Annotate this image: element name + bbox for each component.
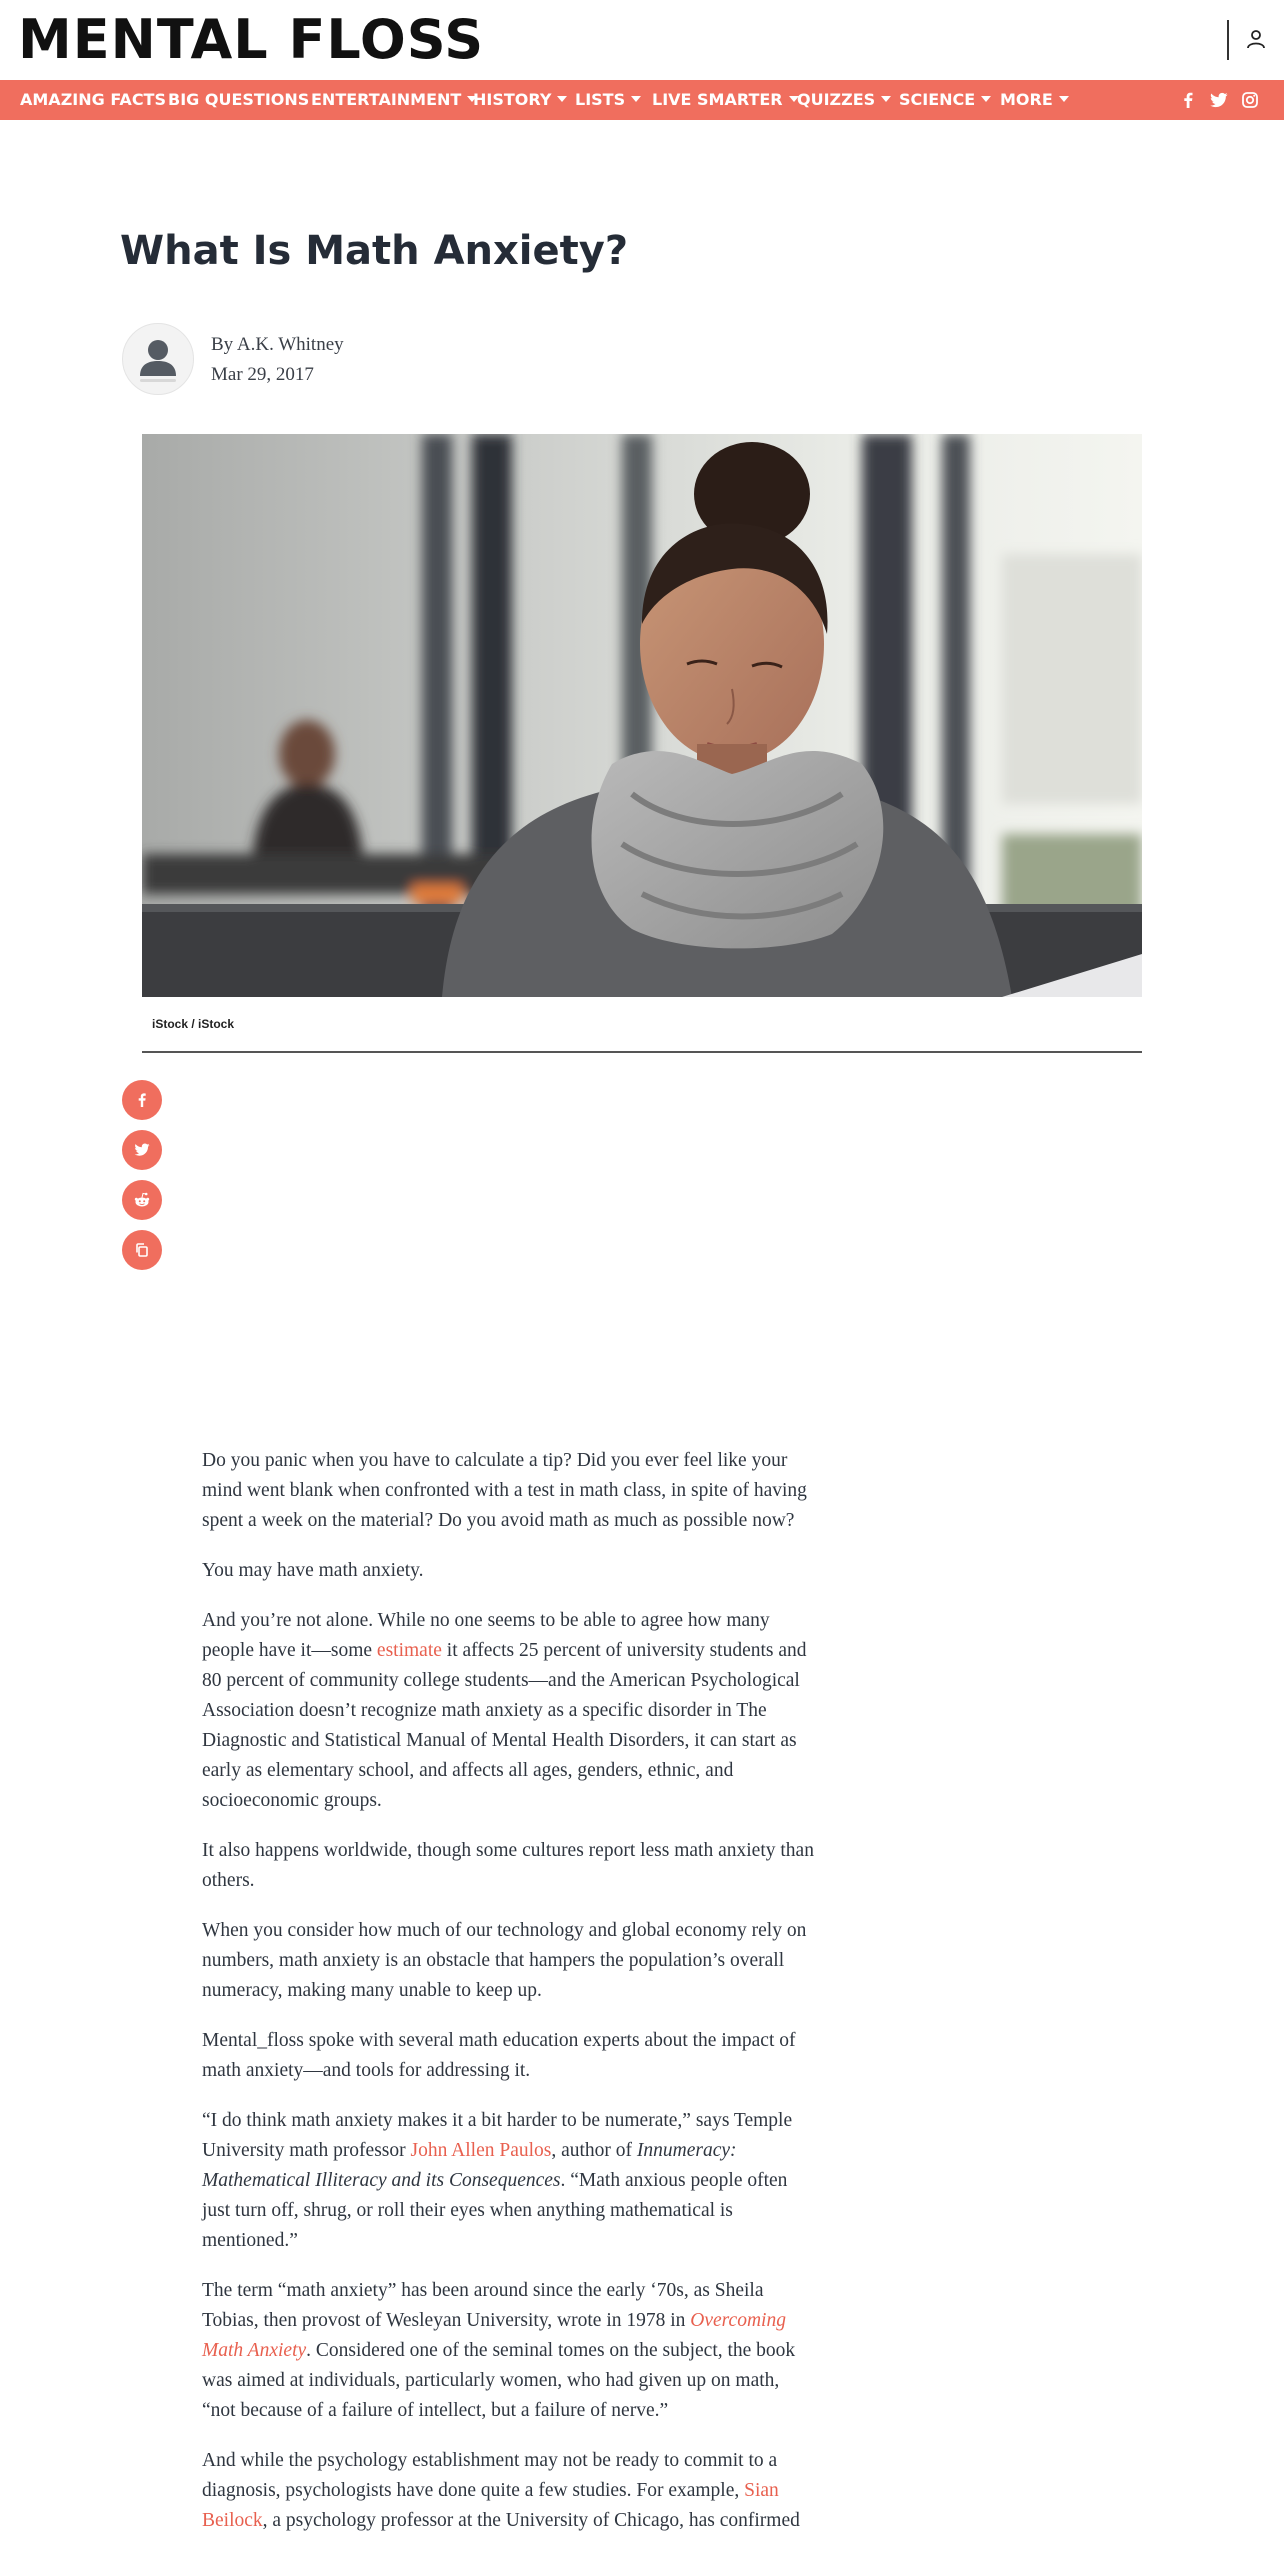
nav-label: HISTORY	[473, 90, 552, 109]
nav-science[interactable]	[899, 80, 991, 120]
chevron-down-icon	[881, 96, 891, 102]
text: it affects 25 percent of university students and 80 percent of community college students—and the American Psychological Association doesn’t recognize math anxiety as a specific disorder in The Diagnostic and Statistical Manual of Mental Health Disorders, it can start as early as elementary school, and affects all ages, genders, ethnic, and socioeconomic groups.	[202, 1640, 807, 1811]
reddit-icon	[132, 1190, 152, 1210]
paragraph	[202, 1606, 814, 1816]
nav-entertainment[interactable]	[311, 80, 477, 120]
text: The term “math anxiety” has been around since the early ‘70s, as Sheila Tobias, then provost of Wesleyan University, wrote in 1978 in	[202, 2280, 764, 2331]
nav-label: LIVE SMARTER	[652, 90, 783, 109]
nav-label: AMAZING FACTS	[20, 90, 166, 109]
instagram-icon[interactable]	[1240, 90, 1260, 110]
article-title: What Is Math Anxiety?	[120, 228, 629, 274]
byline	[211, 330, 344, 390]
image-caption: iStock / iStock	[152, 1017, 235, 1031]
share-twitter-button[interactable]	[122, 1130, 162, 1170]
user-avatar-icon	[123, 324, 193, 394]
site-logo[interactable]: MENTAL FLOSS	[18, 8, 485, 71]
paragraph: It also happens worldwide, though some cultures report less math anxiety than others.	[202, 1840, 814, 1891]
nav-label: SCIENCE	[899, 90, 976, 109]
facebook-icon	[132, 1090, 152, 1110]
nav-live-smarter[interactable]	[652, 80, 799, 120]
site-header	[0, 0, 1284, 80]
article-body	[202, 1446, 814, 2556]
paragraph: When you consider how much of our technology and global economy rely on numbers, math anxiety is an obstacle that hampers the population’s overall numeracy, making many unable to keep up.	[202, 1920, 807, 2001]
nav-big-questions[interactable]	[168, 80, 309, 120]
paragraph: You may have math anxiety.	[202, 1560, 424, 1581]
author-name[interactable]: By A.K. Whitney	[211, 334, 344, 355]
nav-label: LISTS	[575, 90, 626, 109]
link-text: Overcoming Math Anxiety	[202, 2310, 786, 2361]
facebook-icon[interactable]	[1178, 90, 1198, 110]
chevron-down-icon	[981, 96, 991, 102]
paragraph: Do you panic when you have to calculate a tip? Did you ever feel like your mind went blank when confronted with a test in math class, in spite of having spent a week on the material? Do you avoid math as much as possible now?	[202, 1450, 807, 1531]
nav-label: QUIZZES	[797, 90, 876, 109]
nav-history[interactable]	[473, 80, 567, 120]
divider	[142, 1051, 1142, 1053]
chevron-down-icon	[557, 96, 567, 102]
john-allen-paulos-link[interactable]: John Allen Paulos	[410, 2140, 552, 2161]
hero-image	[142, 434, 1142, 997]
copy-link-icon	[132, 1240, 152, 1260]
text: And while the psychology establishment may not be ready to commit to a diagnosis, psychologists have done quite a few studies. For example,	[202, 2450, 778, 2501]
publish-date: Mar 29, 2017	[211, 364, 314, 385]
user-icon[interactable]	[1245, 28, 1267, 50]
estimate-link[interactable]: estimate	[376, 1640, 442, 1661]
copy-link-button[interactable]	[122, 1230, 162, 1270]
share-facebook-button[interactable]	[122, 1080, 162, 1120]
nav-amazing-facts[interactable]	[20, 80, 166, 120]
nav-quizzes[interactable]	[797, 80, 891, 120]
header-divider	[1227, 20, 1229, 60]
nav-label: BIG QUESTIONS	[168, 90, 310, 109]
nav-more[interactable]	[1000, 80, 1069, 120]
sian-beilock-link[interactable]: Sian Beilock	[202, 2480, 779, 2531]
text: , a psychology professor at the University of Chicago, has confirmed	[262, 2510, 800, 2531]
text: And you’re not alone. While no one seems to be able to agree how many people have it—some	[202, 1610, 770, 1661]
main-nav	[0, 80, 1284, 120]
chevron-down-icon	[1059, 96, 1069, 102]
paragraph	[202, 2276, 814, 2426]
nav-label: MORE	[1000, 90, 1053, 109]
paragraph	[202, 2446, 814, 2536]
chevron-down-icon	[631, 96, 641, 102]
text: “I do think math anxiety makes it a bit harder to be numerate,” says Temple University math professor	[202, 2110, 793, 2161]
twitter-icon[interactable]	[1209, 90, 1229, 110]
paragraph: Mental_floss spoke with several math education experts about the impact of math anxiety—and tools for addressing it.	[202, 2030, 796, 2081]
text: . Considered one of the seminal tomes on the subject, the book was aimed at individuals, particularly women, who had given up on math, “not because of a failure of intellect, but a failure of nerve.”	[202, 2340, 796, 2421]
book-title: Innumeracy: Mathematical Illiteracy and its Consequences	[202, 2140, 737, 2191]
paragraph	[202, 2106, 814, 2256]
nav-lists[interactable]	[575, 80, 641, 120]
text: . “Math anxious people often just turn off, shrug, or roll their eyes when anything mathematical is mentioned.”	[202, 2170, 788, 2251]
share-reddit-button[interactable]	[122, 1180, 162, 1220]
avatar[interactable]	[122, 323, 194, 395]
twitter-icon	[132, 1140, 152, 1160]
nav-label: ENTERTAINMENT	[311, 90, 462, 109]
text: , author of	[551, 2140, 637, 2161]
